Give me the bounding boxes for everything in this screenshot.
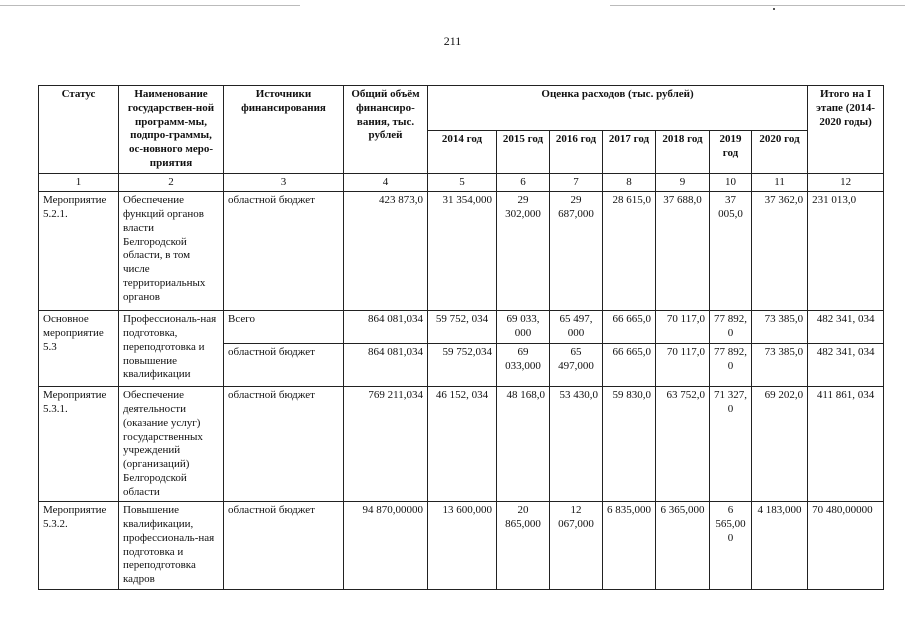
source-cell: областной бюджет [224,344,344,387]
header-year: 2014 год [428,130,497,173]
column-number: 9 [656,173,710,192]
year-2019-cell: 71 327, 0 [710,387,752,502]
year-2015-cell: 69 033,000 [497,344,550,387]
column-number: 6 [497,173,550,192]
header-status: Статус [39,86,119,174]
year-2014-cell: 59 752,034 [428,344,497,387]
year-2020-cell: 4 183,000 [752,502,808,590]
year-2015-cell: 29 302,000 [497,192,550,311]
year-2016-cell: 12 067,000 [550,502,603,590]
name-cell: Повышение квалификации, профессиональ-ная подготовка и переподготовка кадров [119,502,224,590]
column-number: 2 [119,173,224,192]
column-number: 1 [39,173,119,192]
year-2016-cell: 29 687,000 [550,192,603,311]
name-cell: Обеспечение деятельности (оказание услуг) государственных учреждений (организаций) Белгородской области [119,387,224,502]
stage-total-cell: 482 341, 034 [808,311,884,344]
header-stage-total: Итого на I этапе (2014-2020 годы) [808,86,884,174]
year-2020-cell: 73 385,0 [752,344,808,387]
column-number: 5 [428,173,497,192]
column-number: 8 [603,173,656,192]
year-2014-cell: 31 354,000 [428,192,497,311]
source-cell: Всего [224,311,344,344]
header-name: Наименование государствен-ной программ-мы, подпро-граммы, ос-новного меро-приятия [119,86,224,174]
status-cell: Мероприятие 5.2.1. [39,192,119,311]
header-sources: Источники финансирования [224,86,344,174]
page-number: 211 [443,34,462,48]
status-cell: Мероприятие 5.3.2. [39,502,119,590]
year-2017-cell: 66 665,0 [603,311,656,344]
year-2018-cell: 70 117,0 [656,311,710,344]
year-2017-cell: 28 615,0 [603,192,656,311]
header-total: Общий объём финансиро-вания, тыс. рублей [344,86,428,174]
header-year: 2020 год [752,130,808,173]
column-number: 11 [752,173,808,192]
stage-total-cell: 482 341, 034 [808,344,884,387]
year-2014-cell: 46 152, 034 [428,387,497,502]
column-number-row [39,173,884,192]
table-row [39,387,884,502]
table-row [39,502,884,590]
column-number: 10 [710,173,752,192]
scan-edge-line [610,5,905,6]
year-2018-cell: 6 365,000 [656,502,710,590]
year-2019-cell: 37 005,0 [710,192,752,311]
year-2018-cell: 37 688,0 [656,192,710,311]
header-estimate: Оценка расходов (тыс. рублей) [428,86,808,131]
stage-total-cell: 411 861, 034 [808,387,884,502]
year-2017-cell: 59 830,0 [603,387,656,502]
status-cell: Мероприятие 5.3.1. [39,387,119,502]
name-cell: Обеспечение функций органов власти Белгородской области, в том числе территориальных органов [119,192,224,311]
stage-total-cell: 70 480,00000 [808,502,884,590]
total-cell: 864 081,034 [344,344,428,387]
source-cell: областной бюджет [224,387,344,502]
year-2015-cell: 20 865,000 [497,502,550,590]
scan-edge-line [0,5,300,6]
year-2016-cell: 53 430,0 [550,387,603,502]
year-2017-cell: 66 665,0 [603,344,656,387]
header-year: 2018 год [656,130,710,173]
year-2016-cell: 65 497, 000 [550,311,603,344]
header-year: 2017 год [603,130,656,173]
year-2014-cell: 13 600,000 [428,502,497,590]
year-2016-cell: 65 497,000 [550,344,603,387]
name-cell: Профессиональ-ная подготовка, переподготовка и повышение квалификации [119,311,224,387]
year-2014-cell: 59 752, 034 [428,311,497,344]
total-cell: 94 870,00000 [344,502,428,590]
year-2015-cell: 48 168,0 [497,387,550,502]
header-year: 2019 год [710,130,752,173]
year-2020-cell: 73 385,0 [752,311,808,344]
total-cell: 864 081,034 [344,311,428,344]
table-row [39,311,884,344]
year-2019-cell: 77 892, 0 [710,311,752,344]
table-row [39,192,884,311]
header-year: 2015 год [497,130,550,173]
total-cell: 423 873,0 [344,192,428,311]
stage-total-cell: 231 013,0 [808,192,884,311]
year-2019-cell: 6 565,00 0 [710,502,752,590]
year-2018-cell: 63 752,0 [656,387,710,502]
column-number: 7 [550,173,603,192]
status-cell: Основное мероприятие 5.3 [39,311,119,387]
year-2019-cell: 77 892, 0 [710,344,752,387]
source-cell: областной бюджет [224,502,344,590]
year-2015-cell: 69 033, 000 [497,311,550,344]
year-2020-cell: 37 362,0 [752,192,808,311]
year-2017-cell: 6 835,000 [603,502,656,590]
year-2018-cell: 70 117,0 [656,344,710,387]
financing-table [38,85,884,590]
year-2020-cell: 69 202,0 [752,387,808,502]
scan-speck [773,8,775,10]
column-number: 12 [808,173,884,192]
column-number: 4 [344,173,428,192]
column-number: 3 [224,173,344,192]
source-cell: областной бюджет [224,192,344,311]
header-year: 2016 год [550,130,603,173]
total-cell: 769 211,034 [344,387,428,502]
